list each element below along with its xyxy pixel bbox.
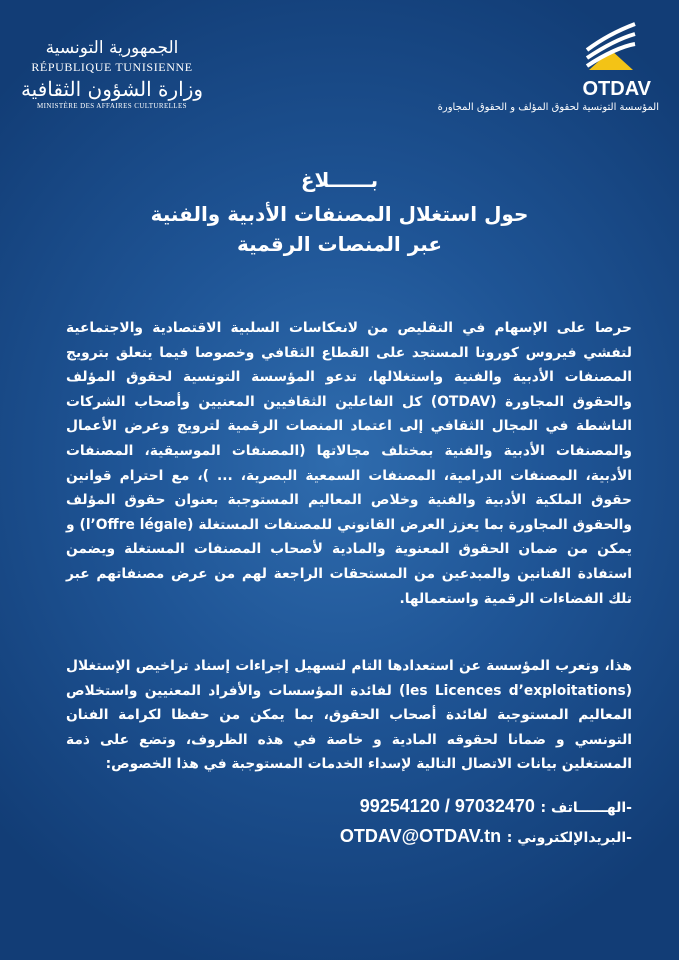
email-value: OTDAV@OTDAV.tn xyxy=(339,826,502,846)
otdav-full-name: المؤسسة التونسية لحقوق المؤلف و الحقوق المجاورة xyxy=(437,102,659,113)
paragraph-2: هذا، وتعرب المؤسسة عن استعدادها التام لتسهيل إجراءات إسناد تراخيص الإستغلال (les Licences d’exploitations) لفائدة المؤسسات والأفراد المعنيين واستخلاص المعاليم المستوجبة لفائدة أصحاب الحقوق، بما يمكن من حفظا لكرامة الفنان التونسي و ضمانا لحقوقه المادية و خاصة في هذه الظروف، وتضع على ذمة المستغلين بيانات الاتصال التالية لإسداء الخدمات المستوجبة في هذا الخصوص: xyxy=(66,658,632,773)
otdav-logo-name: OTDAV xyxy=(582,78,651,100)
announcement-heading: بــــــلاغ xyxy=(300,168,379,192)
title-line-2: عبر المنصات الرقمية xyxy=(236,232,443,256)
paragraph-1: حرصا على الإسهام في التقليص من لانعكاسات السلبية الاقتصادية والاجتماعية لتفشي فيروس كورونا المستجد على القطاع الثقافي وخصوصا فيما يتعلق بترويج المصنفات الأدبية والفنية واستغلالها، تدعو المؤسسة التونسية لحقوق المؤلف والحقوق المجاورة (OTDAV) كل الفاعلين الثقافيين المعنيين وأصحاب الشركات الناشطة في المجال الثقافي إلى اعتماد المنصات الرقمية لترويج وعرض الأعمال والمصنفات الأدبية والفنية بمختلف مجالاتها (المصنفات الموسيقية، المصنفات الأدبية، المصنفات الدرامية، المصنفات السمعية البصرية، ... )، مع احترام قوانين حقوق الملكية الأدبية والفنية وخلاص المعاليم المستوجبة بعنوان حقوق المؤلف والحقوق المجاورة بما يعزز العرض القانوني للمصنفات المستغلة (l’Offre légale) و يمكن من ضمان الحقوق المعنوية والمادية لأصحاب المصنفات المستغلة ويضمن استفادة الفنانين والمبدعين من المستحقات الراجعة لهم من عرض مصنفاتهم عبر تلك الفضاءات الرقمية واستعمالها. xyxy=(66,320,632,607)
ministry-header xyxy=(12,38,212,110)
otdav-logo-icon xyxy=(583,20,639,76)
announcement-title xyxy=(0,168,679,256)
ministry-name-french: MINISTÈRE DES AFFAIRES CULTURELLES xyxy=(37,102,187,110)
ministry-name-arabic: وزارة الشؤون الثقافية xyxy=(20,77,204,101)
email-contact xyxy=(66,826,632,847)
phone-value: 99254120 / 97032470 xyxy=(359,796,535,816)
phone-label: -الهــــــاتف : xyxy=(540,800,632,816)
title-line-1: حول استغلال المصنفات الأدبية والفنية xyxy=(150,202,529,226)
otdav-header xyxy=(399,20,659,113)
phone-contact xyxy=(66,796,632,817)
republic-name-arabic: الجمهورية التونسية xyxy=(45,38,179,58)
republic-name-french: RÉPUBLIQUE TUNISIENNE xyxy=(31,60,193,74)
email-label: -البريدالإلكتروني : xyxy=(506,830,632,846)
